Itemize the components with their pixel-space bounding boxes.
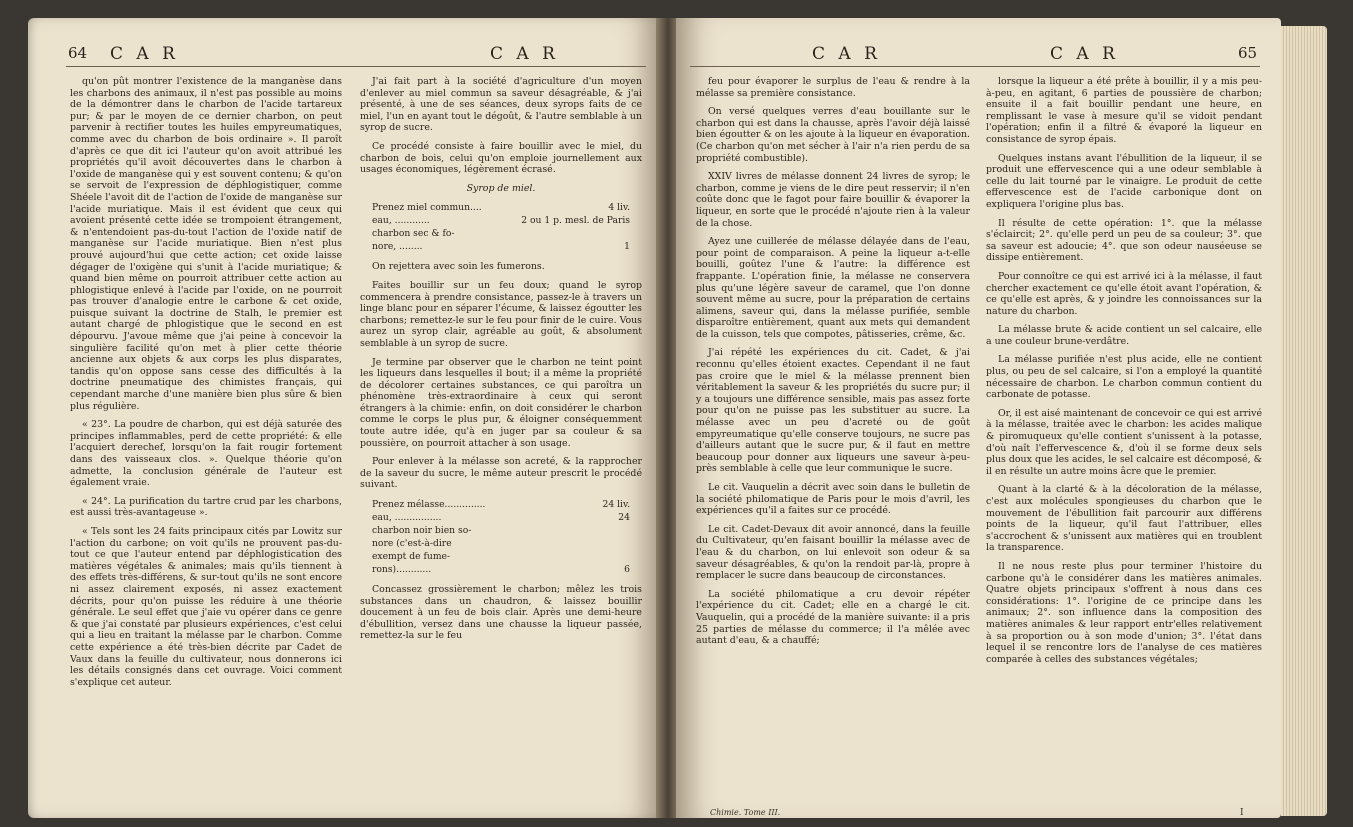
recipe-row: charbon sec & fo- <box>372 228 455 240</box>
column-1 <box>70 76 342 796</box>
left-header-col2: C A R <box>490 44 559 64</box>
paragraph: Pour connoître ce qui est arrivé ici à la mélasse, il faut chercher exactement ce qu'elle étoit avant l'opération, & ce qu'elle est après, & y joindre les connoissances sur la nature du charbon. <box>986 270 1262 317</box>
paragraph: « 24°. La purification du tartre crud par les charbons, est aussi très-avantageuse ». <box>70 495 342 519</box>
paragraph: « Tels sont les 24 faits principaux cités par Lowitz sur l'action du carbone; on voit qu'ils ne prouvent pas-du-tout ce que l'auteur entend par déphlogistication des matières végétales & animales; mais qu'ils tiennent à des effets très-différens, & sur-tout qu'ils ne sont encore ni assez clairement exposés, ni assez exactement décrits, pour qu'on puisse les réduire à une théorie générale. Le seul effet que j'aie vu opérer dans ce genre & que j'ai constaté par plusieurs expériences, c'est celui qui a lieu en traitant la mélasse par le charbon. Comme cette expérience a été très-bien décrite par Cadet de Vaux dans la feuille du cultivateur, nous donnerons ici les détails consignés dans cet ouvrage. Voici comment s'explique cet auteur. <box>70 525 342 688</box>
paragraph: Il ne nous reste plus pour terminer l'histoire du carbone qu'à le considérer dans les matières animales. Quatre objets principaux s'offrent à nous dans ces considérations: 1°. l'origine de ce principe dans les animaux; 2°. son influence dans la composition des matières animales & leur rapport entr'elles relativement à sa proportion ou à son mode d'union; 3°. l'état dans lequel il se rencontre lors de l'analyse de ces matières comparée à celles des substances végétales; <box>986 560 1262 665</box>
paragraph: feu pour évaporer le surplus de l'eau & rendre à la mélasse sa première consistance. <box>696 76 970 99</box>
column-3 <box>696 76 970 804</box>
paragraph: La mélasse brute & acide contient un sel calcaire, elle a une couleur brune-verdâtre. <box>986 324 1262 347</box>
paragraph: J'ai fait part à la société d'agriculture d'un moyen d'enlever au miel commun sa saveur désagréable, & j'ai présenté, à une de ses séances, deux syrops faits de ce miel, l'un en ayant tout le dégoût, & l'autre semblable à un syrop de sucre. <box>360 76 642 134</box>
recipe-row: charbon noir bien so- <box>372 525 472 537</box>
paragraph: La mélasse purifiée n'est plus acide, elle ne contient plus, ou peu de sel calcaire, si l'on a employé la quantité nécessaire de charbon. Le charbon commun contient du carbonate de potasse. <box>986 354 1262 401</box>
paragraph: « 23°. La poudre de charbon, qui est déjà saturée des principes inflammables, perd de cette propriété: & elle l'acquiert derechef, lorsqu'on la fait rougir fortement dans des vaisseaux clos. ». Quelque théorie qu'on admette, la conclusion générale de l'auteur est également vraie. <box>70 419 342 489</box>
signature-mark: I <box>1240 808 1244 818</box>
left-header-rule <box>66 66 646 67</box>
recipe-row: exempt de fume- <box>372 551 451 563</box>
paragraph: Je termine par observer que le charbon ne teint point les liqueurs dans lesquelles il bout; il a même la propriété de décolorer certaines substances, ce qui paroîtra un phénomène très-extraordinaire à ceux qui seront étrangers à la chimie: enfin, on doit considérer le charbon comme le corps le plus pur, & éloigner conséquemment toute autre idée, qu'à en juger par sa couleur & sa poussière, on pourroit attacher à son usage. <box>360 356 642 449</box>
left-page-number: 64 <box>68 44 88 62</box>
paragraph: Concassez grossièrement le charbon; mêlez les trois substances dans un chaudron, & laissez bouillir doucement à un feu de bois clair. Après une demi-heure d'ébullition, versez dans une chausse la liqueur passée, remettez-la sur le feu <box>360 584 642 642</box>
paragraph: On rejettera avec soin les fumerons. <box>372 261 545 273</box>
paragraph: lorsque la liqueur a été prête à bouillir, il y a mis peu-à-peu, en agitant, 6 parties de poussière de charbon; ensuite il a fait bouillir pendant une heure, en remplissant le vase à mesure qu'il se vidoit pendant l'opération; enfin il a filtré & évaporé la liqueur en consistance de syrop épais. <box>986 76 1262 145</box>
recipe-row: rons)............ 6 <box>372 564 630 576</box>
signature-line: Chimie. Tome III. <box>710 808 781 817</box>
paragraph: Ce procédé consiste à faire bouillir avec le miel, du charbon de bois, celui qu'on emploie journellement aux usages économiques, légèrement écrasé. <box>360 140 642 176</box>
recipe-melasse <box>372 498 642 576</box>
recipe-row: eau, ............ 2 ou 1 p. mesl. de Paris <box>372 215 630 227</box>
column-4 <box>986 76 1262 804</box>
paragraph: Faites bouillir sur un feu doux; quand le syrop commencera à prendre consistance, passez-le à travers un linge blanc pour en séparer l'écume, & laissez égoutter les charbons; remettez-le sur le feu pour finir de le cuire. Vous aurez un syrop clair, agréable au goût, & absolument semblable à un syrop de sucre. <box>360 279 642 349</box>
paragraph: Quant à la clarté & à la décoloration de la mélasse, c'est aux molécules spongieuses du charbon que le mouvement de l'ébullition fait parcourir aux différens points de la liqueur, qu'il faut l'attribuer, elles s'accrochent & s'unissent aux matières qui en troublent la transparence. <box>986 484 1262 554</box>
recipe-row: nore (c'est-à-dire <box>372 538 452 550</box>
recipe-row: Prenez miel commun.... 4 liv. <box>372 202 630 214</box>
paragraph: J'ai répété les expériences du cit. Cadet, & j'ai reconnu qu'elles étoient exactes. Cependant il ne faut pas croire que le miel & la mélasse prennent bien véritablement la saveur & les propriétés du sucre pur; il y a toujours une différence sensible, mais pas assez forte pour qu'on ne puisse pas les substituer au sucre. La mélasse avec un peu d'acreté ou de goût empyreumatique qu'elle conserve toujours, ne sucre pas d'ailleurs autant que le sucre pur, & il faut en mettre beaucoup pour donner aux liqueurs une saveur à-peu-près semblable à celle que leur communique le sucre. <box>696 347 970 475</box>
paragraph: Ayez une cuillerée de mélasse délayée dans de l'eau, pour point de comparaison. A peine la liqueur a-t-elle bouilli, goûtez l'une & l'autre: la différence est frappante. L'opération finie, la mélasse ne conservera plus qu'une légère saveur de caramel, que l'on donne souvent même au sucre, pour la préparation de certains alimens, saveur qui, dans la mélasse purifiée, semble disparoître entièrement, quant aux mets qui demandent de la cuisson, tels que compotes, pâtisseries, crême, &c. <box>696 236 970 340</box>
paragraph: qu'on pût montrer l'existence de la manganèse dans les charbons des animaux, il n'est pas possible au moins de la démontrer dans le charbon de l'acide tartareux pur; & par le moyen de ce dernier charbon, on peut parvenir à rectifier toutes les huiles empyreumatiques, comme avec du charbon de bois ordinaire ». Il paroît d'après ce que dit ici l'auteur qu'on avoit attribué les propriétés qu'il avoit découvertes dans le charbon à l'oxide de manganèse qui y est souvent contenu; & qu'on se servoit de l'expression de déphlogistiquer, comme Shéele l'avoit dit de l'action de l'oxide de manganèse sur l'acide muriatique. Mais il est évident que ceux qui avoient présenté cette idée se trompoient étrangement, & n'entendoient pas-du-tout l'action de l'oxide natif de manganèse sur l'acide muriatique. Bien n'est plus prouvé aujourd'hui que cette action; cet oxide laisse dégager de l'oxigène qui s'unit à l'acide muriatique; & quand bien même on pourroit attribuer cette action au phlogistique enlevé à l'acide par l'oxide, on ne pourroit pas trouver d'analogie entre le carbone & cet oxide, puisque suivant la doctrine de Stalh, le premier est autant chargé de phlogistique que le second en est dépourvu. J'avoue même que j'ai peine à concevoir la singulière facilité qu'on met à plier cette théorie ancienne aux objets & aux corps les plus disparates, tandis qu'on oppose sans cesse des difficultés à la doctrine pneumatique des chimistes français, qui cependant marche d'une manière bien plus sûre & bien plus régulière. <box>70 76 342 412</box>
paragraph: Le cit. Vauquelin a décrit avec soin dans le bulletin de la société philomatique de Paris pour le mois d'avril, les expériences qu'il a faites sur ce procédé. <box>696 482 970 517</box>
paragraph: Or, il est aisé maintenant de concevoir ce qui est arrivé à la mélasse, traitée avec le charbon: les acides malique & piromuqueux qu'elle contient s'unissent à la potasse, d'où naît l'effervescence &, d'où il se forme deux sels plus doux que les acides, le sel calcaire est décomposé, & il en résulte un autre moins âcre que le premier. <box>986 407 1262 477</box>
recipe-row: nore, ........ 1 <box>372 241 630 253</box>
recipe-syrop-miel <box>372 201 642 253</box>
right-header-rule <box>690 66 1260 67</box>
paragraph: On versé quelques verres d'eau bouillante sur le charbon qui est dans la chausse, après l'avoir déjà laissé bien égoutter & on les ajoute à la liqueur en évaporation. (Ce charbon qu'on met sécher à l'air n'a rien perdu de sa propriété combustible). <box>696 106 970 164</box>
paragraph: Le cit. Cadet-Devaux dit avoir annoncé, dans la feuille du Cultivateur, qu'en faisant bouillir la mélasse avec de l'eau & du charbon, on lui enlevoit son odeur & sa saveur désagréables, & qu'on la rendoit par-là, propre à remplacer le sucre dans beaucoup de circonstances. <box>696 523 970 582</box>
paragraph: Quelques instans avant l'ébullition de la liqueur, il se produit une effervescence qui a une odeur semblable à celle du lait tourné par le vinaigre. Le produit de cette effervescence est de l'acide carbonique dont on expliquera l'origine plus bas. <box>986 152 1262 210</box>
paragraph: XXIV livres de mélasse donnent 24 livres de syrop; le charbon, comme je viens de le dire peut resservir; il n'en coûte donc que le fagot pour faire bouillir & évaporer la liqueur, en sorte que le procédé n'ajoute rien à la valeur de la chose. <box>696 171 970 229</box>
recipe-row: Prenez mélasse.............. 24 liv. <box>372 499 630 511</box>
recipe-row: eau, ................ 24 <box>372 512 630 524</box>
left-header-col1: C A R <box>110 44 179 64</box>
recipe-title: Syrop de miel. <box>466 182 536 194</box>
paragraph: Pour enlever à la mélasse son acreté, & la rapprocher de la saveur du sucre, le même auteur prescrit le procédé suivant. <box>360 456 642 491</box>
column-2 <box>360 76 642 796</box>
right-header-col1: C A R <box>812 44 881 64</box>
right-header-col2: C A R <box>1050 44 1119 64</box>
paragraph: Il résulte de cette opération: 1°. que la mélasse s'éclaircit; 2°. qu'elle perd un peu de sa couleur; 3°. que sa saveur est adoucie; 4°. que son odeur nauséeuse se dissipe entièrement. <box>986 217 1262 264</box>
paragraph: La société philomatique a cru devoir répéter l'expérience du cit. Cadet; elle en a chargé le cit. Vauquelin, qui a procédé de la manière suivante: il a pris 25 parties de mélasse du commerce; il l'a mêlée avec autant d'eau, & a chauffé; <box>696 588 970 647</box>
right-page-number: 65 <box>1238 44 1258 62</box>
page-edges <box>1281 26 1327 816</box>
